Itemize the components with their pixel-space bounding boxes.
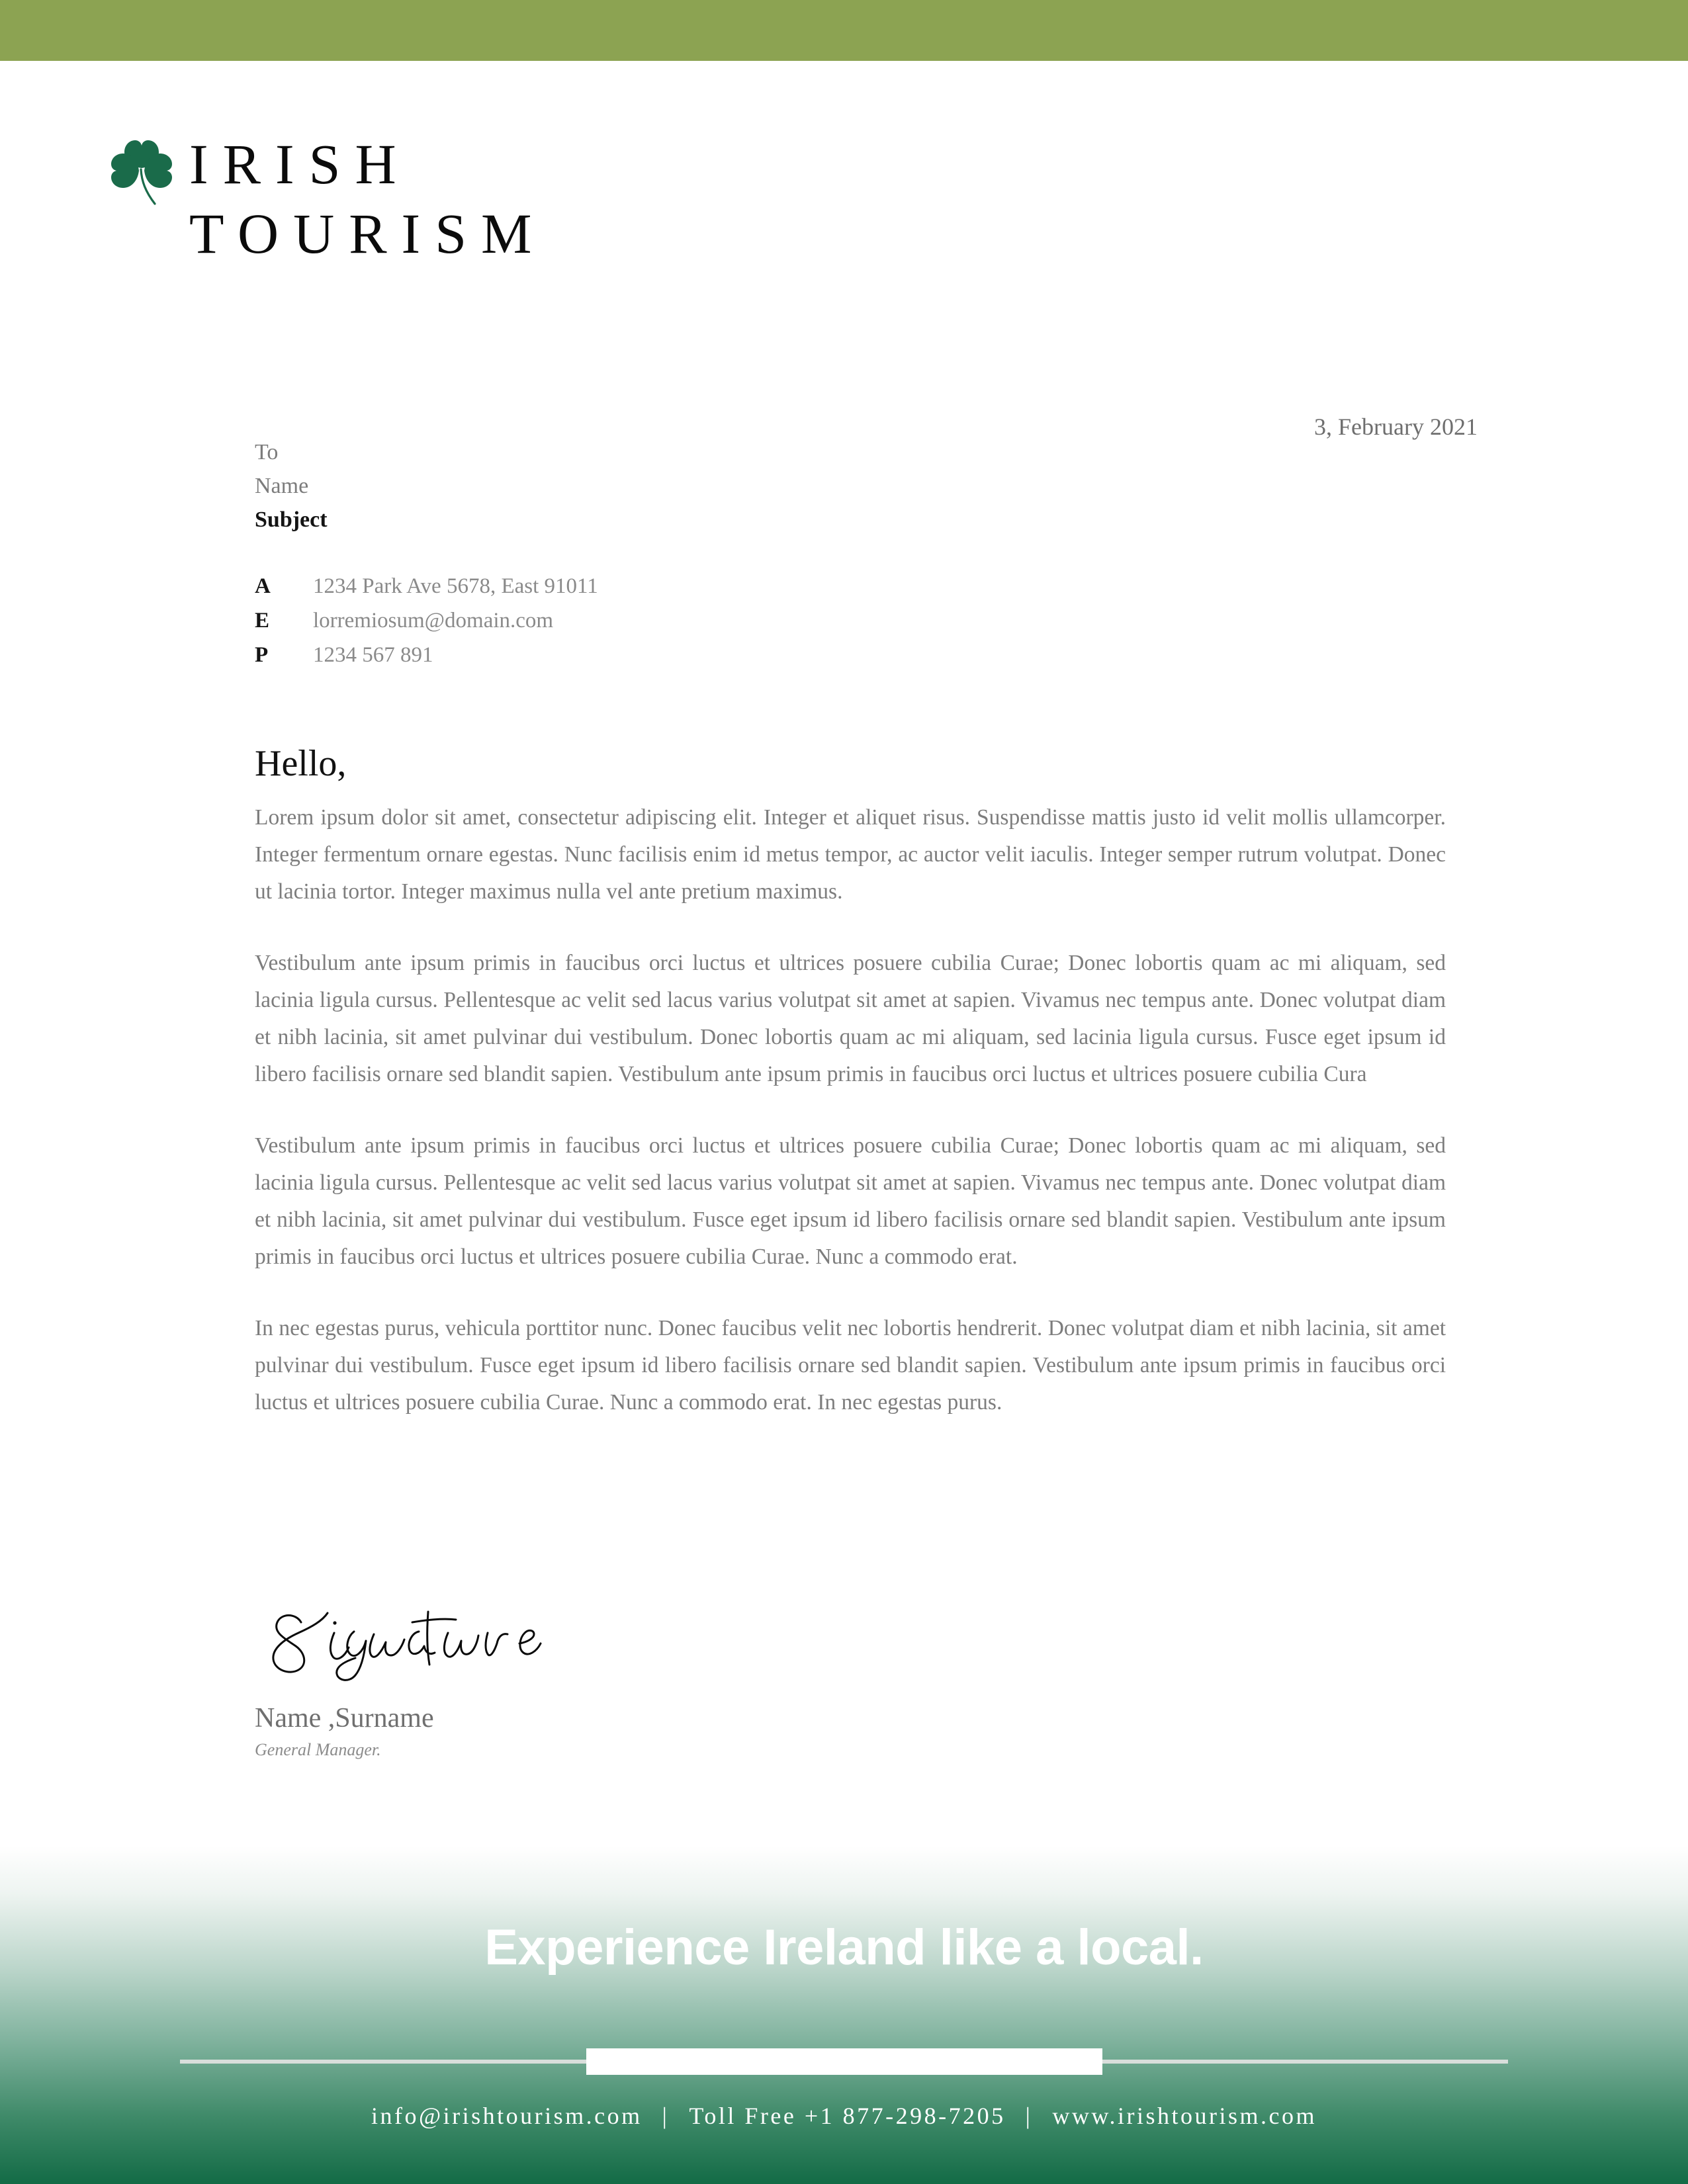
sender-contact-block <box>255 569 1049 672</box>
letter-paragraph: Vestibulum ante ipsum primis in faucibus orci luctus et ultrices posuere cubilia Curae; Donec lobortis quam ac mi aliquam, sed lacinia ligula cursus. Pellentesque ac velit sed lacus varius volutpat sit amet at sapien. Vivamus nec tempus ante. Donec volutpat diam et nibh lacinia, sit amet pulvinar dui vestibulum. Donec lobortis quam ac mi aliquam, sed lacinia ligula cursus. Fusce eget ipsum id libero facilisis ornare sed blandit sapien. Vestibulum ante ipsum primis in faucibus orci luctus et ultrices posuere cubilia Cura <box>255 951 1446 1087</box>
letter-paragraph: Vestibulum ante ipsum primis in faucibus orci luctus et ultrices posuere cubilia Curae; Donec lobortis quam ac mi aliquam, sed lacinia ligula cursus. Pellentesque ac velit sed lacus varius volutpat sit amet at sapien. Vivamus nec tempus ante. Donec volutpat diam et nibh lacinia, sit amet pulvinar dui vestibulum. Fusce eget ipsum id libero facilisis ornare sed blandit sapien. Vestibulum ante ipsum primis in faucibus orci luctus et ultrices posuere cubilia Curae. Nunc a commodo erat. <box>255 1133 1446 1270</box>
footer-website[interactable]: www.irishtourism.com <box>1052 2103 1317 2129</box>
letter-body <box>255 742 1446 1421</box>
divider-center-block <box>586 2048 1102 2075</box>
footer-contact-row <box>0 2102 1688 2130</box>
contact-row-phone <box>255 638 1049 672</box>
contact-value-phone: 1234 567 891 <box>313 643 433 667</box>
contact-key-email: E <box>255 609 270 633</box>
logo-line-tourism: TOURISM <box>189 201 547 265</box>
signature-name: Name ,Surname <box>255 1703 434 1733</box>
letter-paragraph: Lorem ipsum dolor sit amet, consectetur adipiscing elit. Integer et aliquet risus. Suspendisse mattis justo id velit mollis ullamcorper. Integer fermentum ornare egestas. Nunc facilisis enim id metus tempor, ac auctor velit iaculis. Integer semper rutrum volutpat. Donec ut lacinia tortor. Integer maximus nulla vel ante pretium maximus. <box>255 805 1446 904</box>
footer-separator: | <box>662 2103 670 2129</box>
recipient-block <box>255 435 983 537</box>
footer-separator: | <box>1025 2103 1033 2129</box>
footer-tagline: Experience Ireland like a local. <box>484 1919 1204 1976</box>
brand-wordmark <box>189 130 692 269</box>
letter-paragraph: In nec egestas purus, vehicula porttitor nunc. Donec faucibus velit nec lobortis hendrerit. Donec volutpat diam et nibh lacinia, sit amet pulvinar dui vestibulum. Fusce eget ipsum id libero facilisis ornare sed blandit sapien. Vestibulum ante ipsum primis in faucibus orci luctus et ultrices posuere cubilia Curae. Nunc a commodo erat. In nec egestas purus. <box>255 1316 1446 1415</box>
contact-key-address: A <box>255 574 271 598</box>
footer-gradient-band <box>0 1846 1688 2184</box>
letter-date: 3, February 2021 <box>1314 414 1478 440</box>
logo-line-irish: IRISH <box>189 132 411 196</box>
contact-key-phone: P <box>255 643 269 667</box>
contact-row-email <box>255 603 1049 638</box>
footer-divider <box>0 2048 1688 2075</box>
brand-logo <box>105 130 700 295</box>
footer-phone: Toll Free +1 877-298-7205 <box>689 2103 1006 2129</box>
recipient-subject-label: Subject <box>255 507 328 532</box>
contact-value-address: 1234 Park Ave 5678, East 91011 <box>313 574 598 598</box>
signature-role: General Manager. <box>255 1740 381 1760</box>
top-accent-bar <box>0 0 1688 61</box>
letter-greeting: Hello, <box>255 743 347 784</box>
recipient-name-label: Name <box>255 474 309 498</box>
signature-block <box>255 1601 1049 1760</box>
recipient-to-label: To <box>255 440 279 464</box>
footer-email[interactable]: info@irishtourism.com <box>371 2103 643 2129</box>
signature-script-image <box>255 1601 559 1687</box>
shamrock-icon <box>105 134 179 213</box>
contact-row-address <box>255 569 1049 603</box>
contact-value-email: lorremiosum@domain.com <box>313 609 554 633</box>
